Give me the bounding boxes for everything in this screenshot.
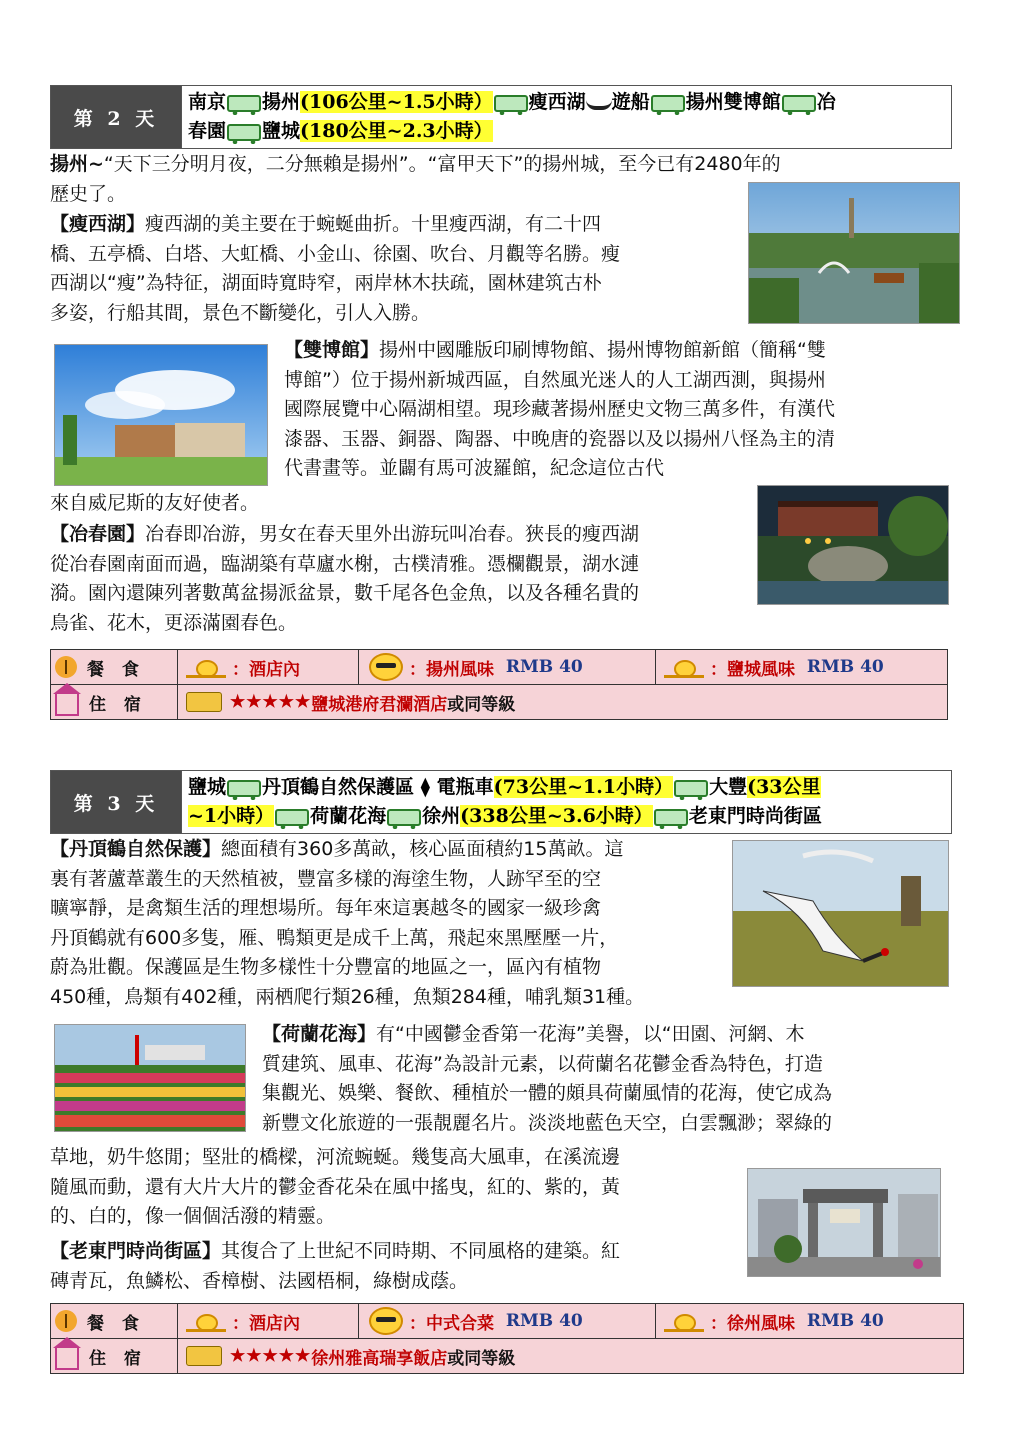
museum-photo [54,344,268,486]
stay-label: 住 宿 [89,694,147,715]
utensils-icon [55,1310,77,1332]
eastgate-photo [747,1168,941,1277]
shouxihu-section [50,210,740,328]
crane-photo [732,840,949,987]
bus-icon [651,95,685,112]
route-distance: ~1小時） [188,805,275,827]
boat-icon [586,96,612,110]
route-distance: (338公里~3.6小時） [460,805,653,827]
route-distance: (73公里~1.1小時） [493,776,674,798]
day2-header [50,85,952,149]
paragraph-line: 有“中國鬱金香第一花海”美譽，以“田園、河網、木 [376,1023,805,1045]
route-stop: 老東門時尚街區 [688,805,822,827]
lunch-price: RMB 40 [505,1311,583,1331]
paragraph-line: 新豐文化旅遊的一張靚麗名片。淡淡地藍色天空，白雲飄渺；翠綠的 [262,1111,833,1134]
route-distance: (106公里~1.5小時） [300,91,493,113]
dinner-price: RMB 40 [806,657,884,677]
route-stop: 冶 [816,91,836,113]
section-title: 【老東門時尚街區】 [50,1240,222,1262]
route-stop: 春園 [188,120,227,142]
museum-section-tail [50,489,750,519]
hotel-suffix: 或同等級 [447,694,516,715]
lunch-price: RMB 40 [505,657,583,677]
breakfast-text: ：酒店內 [232,1313,300,1334]
paragraph-line: 曠寧靜，是禽類生活的理想場所。每年來這裏越冬的國家一級珍禽 [50,897,602,919]
paragraph-line: 集觀光、娛樂、餐飲、種植於一體的頗具荷蘭風情的花海，使它成為 [262,1082,833,1104]
bus-icon [782,95,816,112]
day2-meal-table [50,649,948,720]
sun-icon [186,1310,226,1332]
paragraph-line: 橋、五亭橋、白塔、大虹橋、小金山、徐園、吹台、月觀等名勝。瘦 [50,242,621,265]
meal-label: 餐 食 [87,659,145,680]
bus-icon [227,95,261,112]
day3-route [182,771,951,833]
meal-row [51,1304,963,1339]
dinner-text: ：徐州風味 [710,1313,795,1334]
gate-image [748,1169,940,1276]
museum-image [55,345,267,485]
hotel-name: 徐州雅高瑞享飯店 [311,1348,448,1369]
tulip-photo [54,1024,246,1132]
stay-label-cell [51,1339,178,1373]
lunch-text: ：中式合菜 [409,1313,494,1334]
paragraph-line: 蔚為壯觀。保護區是生物多樣性十分豐富的地區之一，區內有植物 [50,956,602,978]
dinner-cell [656,650,947,684]
intro-text: 歷史了。 [50,182,127,205]
dinner-cell [656,1304,963,1338]
meal-label-cell [51,650,178,684]
stay-label-cell [51,685,178,719]
meal-label: 餐 食 [87,1313,145,1334]
paragraph-line: 磚青瓦，魚鱗松、香樟樹、法國梧桐，綠樹成蔭。 [50,1269,469,1292]
section-title: 【瘦西湖】 [50,213,146,235]
bed-icon [186,692,222,712]
section-title: 【丹頂鶴自然保護】 [50,838,222,860]
route-stop: 徐州 [422,805,461,827]
utensils-icon [55,656,77,678]
paragraph-line: 冶春即冶游，男女在春天里外出游玩叫冶春。狹長的瘦西湖 [145,523,640,545]
sun-icon [664,1310,704,1332]
section-title: 【冶春園】 [50,523,146,545]
breakfast-cell [178,1304,359,1338]
bus-icon [227,780,261,797]
day2-route [182,86,951,148]
paragraph-line: 鳥雀、花木，更添滿園春色。 [50,611,298,634]
sun-icon [664,656,704,678]
paragraph-line: 的、白的，像一個個活潑的精靈。 [50,1205,336,1227]
star-rating: ★★★★★ [230,1346,312,1366]
paragraph-line: 從冶春園南面而過，臨湖築有草廬水榭，古樸清雅。憑欄觀景，湖水漣 [50,552,640,575]
paragraph-line: 揚州中國雕版印刷博物館、揚州博物館新館（簡稱“雙 [379,339,826,361]
route-stop: 丹頂鶴自然保護區 [262,776,415,798]
cable-car-icon: ⧫ [414,776,437,798]
route-stop: 荷蘭花海 [310,805,387,827]
lunch-cell [359,650,656,684]
star-rating: ★★★★★ [230,692,312,712]
crane-section [50,835,730,1012]
paragraph-line: 草地，奶牛悠閒；堅壯的橋樑，河流蜿蜒。幾隻高大風車，在溪流邊 [50,1146,621,1168]
route-stop: 鹽城 [188,776,227,798]
hotel-cell [178,1339,963,1373]
dinner-price: RMB 40 [806,1311,884,1331]
breakfast-text: ：酒店內 [232,659,300,680]
lunch-text: ：揚州風味 [409,659,494,680]
route-stop: 揚州雙博館 [685,91,781,113]
hotel-cell [178,685,947,719]
eastgate-section [50,1237,740,1296]
day3-label: 第 3 天 [51,771,182,833]
shouxihu-photo [748,182,960,324]
tulip-section-tail [50,1143,740,1232]
paragraph-line: 博館”）位于揚州新城西區，自然風光迷人的人工湖西測，與揚州 [284,368,826,391]
sun-icon [186,656,226,678]
yechun-section [50,520,750,638]
day2-label: 第 2 天 [51,86,182,148]
paragraph-line: 裏有著蘆葦叢生的天然植被，豐富多樣的海塗生物，人跡罕至的空 [50,867,602,890]
paragraph-line: 漪。園內還陳列著數萬盆揚派盆景，數千尾各色金魚，以及各種名貴的 [50,582,640,604]
stay-row [51,1339,963,1373]
route-distance: (33公里 [747,776,821,798]
house-icon [55,1348,79,1370]
garden-image [758,486,948,604]
intro-text: “天下三分明月夜，二分無賴是揚州”。“富甲天下”的揚州城，至今已有2480年的 [103,153,781,175]
hotel-suffix: 或同等級 [447,1348,516,1369]
section-title: 【雙博館】 [284,339,380,361]
paragraph-line: 瘦西湖的美主要在于蜿蜒曲折。十里瘦西湖，有二十四 [145,213,602,235]
route-distance: (180公里~2.3小時） [300,120,493,142]
paragraph-line: 國際展覽中心隔湖相望。現珍藏著揚州歷史文物三萬多件，有漢代 [284,398,836,420]
route-stop: 南京 [188,91,227,113]
stay-row [51,685,947,719]
breakfast-cell [178,650,359,684]
paragraph-line: 代書畫等。並闢有馬可波羅館，紀念這位古代 [284,457,665,479]
tulip-image [55,1025,245,1131]
day3-header [50,770,952,834]
route-stop: 鹽城 [262,120,301,142]
meal-label-cell [51,1304,178,1338]
route-stop: 揚州 [262,91,301,113]
intro-lead: 揚州~ [50,153,104,175]
tulip-section [262,1020,947,1138]
hotel-name: 鹽城港府君瀾酒店 [311,694,448,715]
bus-icon [227,124,261,141]
section-title: 【荷蘭花海】 [262,1023,377,1045]
paragraph-line: 總面積有360多萬畝，核心區面積約15萬畝。這 [221,838,624,860]
stay-label: 住 宿 [89,1348,147,1369]
day3-meal-table [50,1303,964,1374]
paragraph-line: 多姿，行船其間，景色不斷變化，引人入勝。 [50,301,431,324]
route-stop: 遊船 [611,91,650,113]
bed-icon [186,1346,222,1366]
paragraph-line: 質建筑、風車、花海”為設計元素，以荷蘭名花鬱金香為特色，打造 [262,1052,823,1075]
paragraph-line: 450種，鳥類有402種，兩栖爬行類26種，魚類284種，哺乳類31種。 [50,985,645,1008]
bus-icon [494,95,528,112]
bus-icon [387,809,421,826]
meal-row [51,650,947,685]
route-stop: 電瓶車 [436,776,494,798]
paragraph-line: 來自威尼斯的友好使者。 [50,492,260,514]
bus-icon [674,780,708,797]
lake-image [749,183,959,323]
bus-icon [654,809,688,826]
sunglasses-sun-icon [369,653,403,681]
lunch-cell [359,1304,656,1338]
paragraph-line: 漆器、玉器、銅器、陶器、中晚唐的瓷器以及以揚州八怪為主的清 [284,427,836,450]
sunglasses-sun-icon [369,1307,403,1335]
route-stop: 瘦西湖 [528,91,586,113]
bus-icon [275,809,309,826]
paragraph-line: 隨風而動，還有大片大片的鬱金香花朵在風中搖曳，紅的、紫的，黃 [50,1175,621,1198]
paragraph-line: 西湖以“瘦”為特征，湖面時寬時窄，兩岸林木扶疏，園林建筑古朴 [50,272,602,294]
route-stop: 大豐 [709,776,748,798]
museum-section [284,336,944,484]
paragraph-line: 丹頂鶴就有600多隻，雁、鴨類更是成千上萬，飛起來黑壓壓一片， [50,926,619,949]
crane-image [733,841,948,986]
dinner-text: ：鹽城風味 [710,659,795,680]
yechun-photo [757,485,949,605]
house-icon [55,694,79,716]
paragraph-line: 其復合了上世紀不同時期、不同風格的建築。紅 [221,1240,621,1262]
